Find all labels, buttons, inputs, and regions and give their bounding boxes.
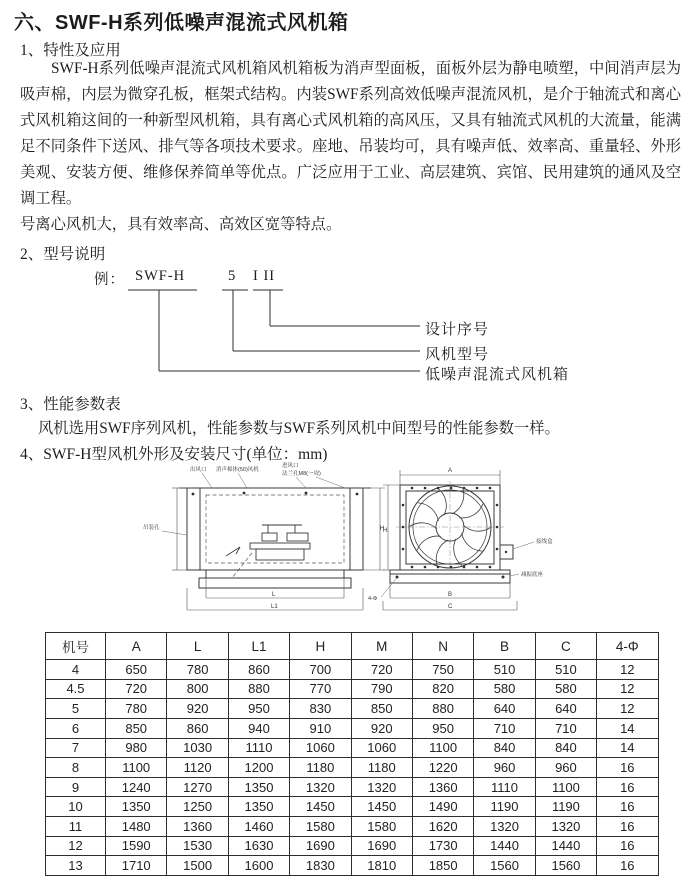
table-cell: 1100 — [106, 758, 167, 778]
table-cell: 510 — [535, 660, 596, 680]
table-cell: 14 — [597, 718, 658, 738]
callout-fan-model: 风机型号 — [425, 347, 490, 363]
table-row — [46, 777, 659, 797]
table-cell: 1440 — [535, 836, 596, 856]
table-cell: 1450 — [290, 797, 351, 817]
table-row — [46, 856, 659, 876]
table-cell: 880 — [412, 699, 473, 719]
side-view-liner-label: 消声棉体(50)风机 — [216, 467, 259, 473]
table-cell: 16 — [597, 797, 658, 817]
table-header-cell: 4-Φ — [597, 633, 658, 660]
side-view-outlet-label: 出风口 — [190, 467, 207, 473]
section4-heading: 4、SWF-H型风机外形及安装尺寸(单位：mm) — [20, 446, 328, 463]
table-cell: 830 — [290, 699, 351, 719]
table-cell: 1580 — [351, 817, 412, 837]
table-cell: 1360 — [167, 817, 228, 837]
table-cell: 950 — [228, 699, 289, 719]
table-cell: 14 — [597, 738, 658, 758]
table-cell: 640 — [474, 699, 535, 719]
table-cell: 860 — [228, 660, 289, 680]
front-view-junction-box-label: 接线盒 — [536, 539, 553, 545]
table-cell: 840 — [535, 738, 596, 758]
table-cell: 1320 — [351, 777, 412, 797]
table-cell: 1450 — [351, 797, 412, 817]
table-cell: 1200 — [228, 758, 289, 778]
table-row — [46, 738, 659, 758]
table-cell: 1350 — [106, 797, 167, 817]
side-view-drawing — [143, 461, 387, 610]
table-cell: 1350 — [228, 797, 289, 817]
table-row — [46, 836, 659, 856]
table-cell: 1490 — [412, 797, 473, 817]
table-cell: 1350 — [228, 777, 289, 797]
table-cell: 5 — [46, 699, 106, 719]
table-cell: 1360 — [412, 777, 473, 797]
table-cell: 820 — [412, 679, 473, 699]
section1-heading: 1、特性及应用 — [20, 42, 121, 59]
table-cell: 7 — [46, 738, 106, 758]
table-header-cell: B — [474, 633, 535, 660]
table-cell: 770 — [290, 679, 351, 699]
table-cell: 1100 — [535, 777, 596, 797]
table-cell: 640 — [535, 699, 596, 719]
table-cell: 16 — [597, 856, 658, 876]
table-cell: 1560 — [474, 856, 535, 876]
table-cell: 1110 — [474, 777, 535, 797]
table-cell: 12 — [46, 836, 106, 856]
table-cell: 1830 — [290, 856, 351, 876]
table-row — [46, 758, 659, 778]
table-header-cell: A — [106, 633, 167, 660]
table-cell: 1270 — [167, 777, 228, 797]
section3-body: 风机选用SWF序列风机，性能参数与SWF系列风机中间型号的性能参数一样。 — [38, 420, 560, 437]
side-view-dim-l: L — [272, 592, 276, 598]
table-cell: 1580 — [290, 817, 351, 837]
table-cell: 1600 — [228, 856, 289, 876]
table-cell: 980 — [106, 738, 167, 758]
table-cell: 840 — [474, 738, 535, 758]
front-view-dim-b: B — [448, 592, 453, 598]
table-cell: 1180 — [290, 758, 351, 778]
table-cell: 12 — [597, 679, 658, 699]
side-view-inlet-label: 进风口 — [282, 463, 299, 469]
front-view-base-label: 减振底座 — [521, 572, 544, 578]
table-cell: 1060 — [290, 738, 351, 758]
table-cell: 9 — [46, 777, 106, 797]
table-cell: 1690 — [290, 836, 351, 856]
table-cell: 16 — [597, 836, 658, 856]
table-cell: 850 — [106, 718, 167, 738]
table-row — [46, 718, 659, 738]
side-view-dim-l1: L1 — [271, 604, 278, 610]
table-cell: 710 — [474, 718, 535, 738]
table-cell: 720 — [106, 679, 167, 699]
table-cell: 580 — [535, 679, 596, 699]
table-cell: 850 — [351, 699, 412, 719]
table-cell: 580 — [474, 679, 535, 699]
table-cell: 12 — [597, 699, 658, 719]
table-header-cell: L — [167, 633, 228, 660]
table-header-cell: 机号 — [46, 633, 106, 660]
table-cell: 880 — [228, 679, 289, 699]
table-cell: 950 — [412, 718, 473, 738]
table-cell: 1620 — [412, 817, 473, 837]
table-cell: 1320 — [535, 817, 596, 837]
front-view-dim-c: C — [448, 604, 453, 610]
front-view-drawing — [368, 468, 553, 610]
table-row — [46, 817, 659, 837]
table-cell: 920 — [351, 718, 412, 738]
table-cell: 1690 — [351, 836, 412, 856]
side-view-hanger-label: 吊装孔 — [143, 525, 160, 531]
table-cell: 1220 — [412, 758, 473, 778]
dimension-table — [45, 632, 659, 876]
table-cell: 4.5 — [46, 679, 106, 699]
table-cell: 860 — [167, 718, 228, 738]
table-cell: 650 — [106, 660, 167, 680]
table-header-row — [46, 633, 659, 660]
model-code-design: I II — [253, 268, 276, 284]
table-cell: 510 — [474, 660, 535, 680]
table-cell: 1240 — [106, 777, 167, 797]
table-cell: 1810 — [351, 856, 412, 876]
features-paragraph: SWF-H系列低噪声混流式风机箱风机箱板为消声型面板，面板外层为静电喷塑，中间消声层为吸声棉，内层为微穿孔板，框架式结构。内装SWF系列高效低噪声混流风机，是介于轴流式和离心式风机箱这间的一种新型风机箱，具有离心式风机箱的高风压，又具有轴流式风机的大流量，能满足不同条件下送风、排气等各项技术要求。座地、吊装均可，具有噪声低、效率高、重量轻、外形美观、安装方便、维修保养简单等优点。广泛应用于工业、高层建筑、宾馆、民用建筑的通风及空调工程。 — [20, 60, 681, 207]
table-cell: 1630 — [228, 836, 289, 856]
table-cell: 1190 — [535, 797, 596, 817]
table-row — [46, 699, 659, 719]
table-cell: 16 — [597, 817, 658, 837]
table-cell: 1560 — [535, 856, 596, 876]
table-cell: 940 — [228, 718, 289, 738]
table-cell: 910 — [290, 718, 351, 738]
side-view-flange-note-label: 法兰孔M8(一周) — [282, 471, 321, 477]
table-cell: 1110 — [228, 738, 289, 758]
table-header-cell: N — [412, 633, 473, 660]
table-cell: 4 — [46, 660, 106, 680]
front-view-anchor-holes-label: 4-Φ — [368, 596, 378, 602]
model-code-series: SWF-H — [135, 268, 186, 284]
table-cell: 1250 — [167, 797, 228, 817]
table-cell: 1590 — [106, 836, 167, 856]
model-example-prefix: 例： — [94, 272, 125, 288]
table-cell: 1500 — [167, 856, 228, 876]
table-cell: 8 — [46, 758, 106, 778]
table-cell: 11 — [46, 817, 106, 837]
side-view-dim-h: H — [383, 528, 388, 534]
model-diagram-lines — [0, 260, 700, 410]
table-cell: 1190 — [474, 797, 535, 817]
table-row — [46, 797, 659, 817]
table-cell: 750 — [412, 660, 473, 680]
table-cell: 920 — [167, 699, 228, 719]
front-view-dim-h: H — [380, 526, 385, 532]
table-cell: 800 — [167, 679, 228, 699]
callout-design-serial: 设计序号 — [425, 322, 490, 338]
table-header-cell: C — [535, 633, 596, 660]
table-cell: 1480 — [106, 817, 167, 837]
front-view-dim-a: A — [448, 468, 453, 474]
table-header-cell: H — [290, 633, 351, 660]
table-cell: 960 — [535, 758, 596, 778]
table-cell: 16 — [597, 758, 658, 778]
table-cell: 1850 — [412, 856, 473, 876]
table-cell: 1730 — [412, 836, 473, 856]
installation-drawings — [0, 455, 700, 630]
table-cell: 1320 — [290, 777, 351, 797]
table-row — [46, 660, 659, 680]
table-cell: 710 — [535, 718, 596, 738]
table-cell: 1100 — [412, 738, 473, 758]
model-code-size: 5 — [228, 268, 237, 284]
table-cell: 720 — [351, 660, 412, 680]
table-cell: 1440 — [474, 836, 535, 856]
table-cell: 780 — [167, 660, 228, 680]
table-cell: 1120 — [167, 758, 228, 778]
table-row — [46, 679, 659, 699]
section2-heading: 2、型号说明 — [20, 246, 106, 263]
table-cell: 700 — [290, 660, 351, 680]
table-cell: 1060 — [351, 738, 412, 758]
table-cell: 790 — [351, 679, 412, 699]
table-cell: 780 — [106, 699, 167, 719]
table-cell: 1030 — [167, 738, 228, 758]
callout-series-name: 低噪声混流式风机箱 — [425, 367, 570, 383]
table-cell: 16 — [597, 777, 658, 797]
table-cell: 12 — [597, 660, 658, 680]
table-cell: 10 — [46, 797, 106, 817]
table-cell: 13 — [46, 856, 106, 876]
page-title: 六、SWF-H系列低噪声混流式风机箱 — [14, 12, 349, 34]
table-cell: 1530 — [167, 836, 228, 856]
section1-body — [20, 56, 681, 238]
table-cell: 1460 — [228, 817, 289, 837]
table-cell: 1320 — [474, 817, 535, 837]
table-cell: 1710 — [106, 856, 167, 876]
table-cell: 960 — [474, 758, 535, 778]
table-cell: 6 — [46, 718, 106, 738]
section3-heading: 3、性能参数表 — [20, 396, 121, 413]
stray-line: 号离心风机大，具有效率高、高效区宽等特点。 — [20, 216, 342, 233]
table-cell: 1180 — [351, 758, 412, 778]
table-header-cell: L1 — [228, 633, 289, 660]
table-header-cell: M — [351, 633, 412, 660]
